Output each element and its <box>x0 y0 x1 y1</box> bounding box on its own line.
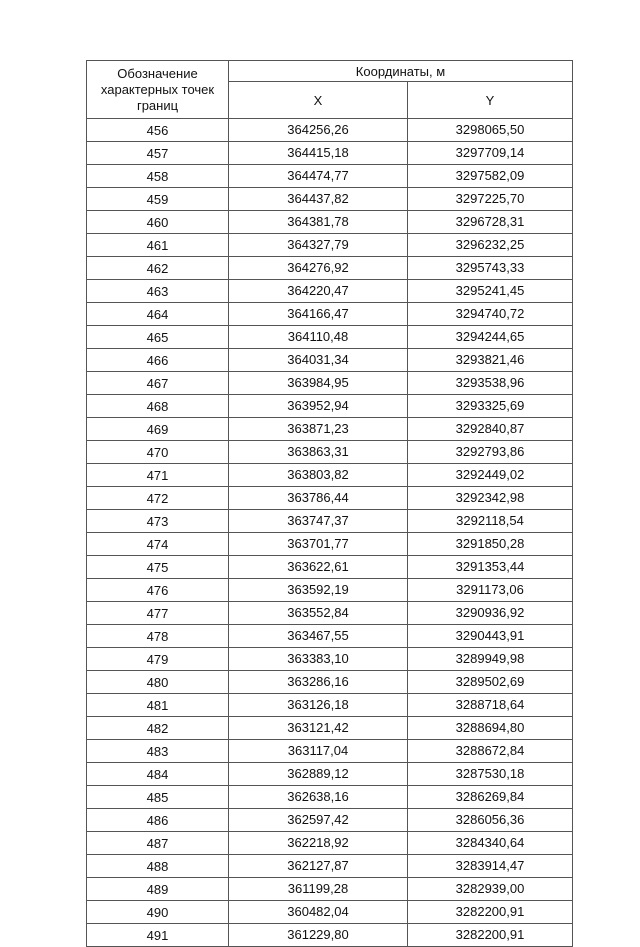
table-header <box>87 61 573 119</box>
point-designation-header: Обозначение характерных точек границ <box>87 61 229 119</box>
point-number-cell: 469 <box>87 418 229 441</box>
y-coordinate-cell: 3297709,14 <box>408 142 573 165</box>
x-coordinate-cell: 362597,42 <box>229 809 408 832</box>
y-coordinate-cell: 3292840,87 <box>408 418 573 441</box>
y-coordinate-cell: 3288672,84 <box>408 740 573 763</box>
y-coordinate-cell: 3292342,98 <box>408 487 573 510</box>
table-row <box>87 832 573 855</box>
point-number-cell: 466 <box>87 349 229 372</box>
table-row <box>87 533 573 556</box>
table-row <box>87 487 573 510</box>
point-number-cell: 457 <box>87 142 229 165</box>
table-row <box>87 809 573 832</box>
table-row <box>87 372 573 395</box>
y-coordinate-cell: 3282200,91 <box>408 924 573 947</box>
x-coordinate-cell: 363803,82 <box>229 464 408 487</box>
point-number-cell: 486 <box>87 809 229 832</box>
table-row <box>87 625 573 648</box>
y-coordinate-cell: 3286269,84 <box>408 786 573 809</box>
table-body <box>87 119 573 947</box>
y-coordinate-cell: 3292118,54 <box>408 510 573 533</box>
y-coordinate-cell: 3297582,09 <box>408 165 573 188</box>
table-row <box>87 717 573 740</box>
x-coordinate-cell: 363747,37 <box>229 510 408 533</box>
y-coordinate-cell: 3292793,86 <box>408 441 573 464</box>
y-coordinate-cell: 3288718,64 <box>408 694 573 717</box>
y-coordinate-cell: 3295743,33 <box>408 257 573 280</box>
x-coordinate-cell: 362127,87 <box>229 855 408 878</box>
table-row <box>87 441 573 464</box>
point-number-cell: 472 <box>87 487 229 510</box>
x-coordinate-cell: 363552,84 <box>229 602 408 625</box>
x-coordinate-cell: 363592,19 <box>229 579 408 602</box>
point-number-cell: 470 <box>87 441 229 464</box>
table-row <box>87 510 573 533</box>
table-row <box>87 694 573 717</box>
point-number-cell: 459 <box>87 188 229 211</box>
point-number-cell: 485 <box>87 786 229 809</box>
point-number-cell: 464 <box>87 303 229 326</box>
x-coordinate-cell: 362889,12 <box>229 763 408 786</box>
table-row <box>87 763 573 786</box>
y-coordinate-cell: 3290443,91 <box>408 625 573 648</box>
x-coordinate-cell: 364474,77 <box>229 165 408 188</box>
x-coordinate-cell: 363467,55 <box>229 625 408 648</box>
table-row <box>87 165 573 188</box>
x-coordinate-cell: 363121,42 <box>229 717 408 740</box>
x-coordinate-cell: 363984,95 <box>229 372 408 395</box>
y-coordinate-cell: 3291850,28 <box>408 533 573 556</box>
point-number-cell: 456 <box>87 119 229 142</box>
table-row <box>87 395 573 418</box>
point-number-cell: 473 <box>87 510 229 533</box>
y-coordinate-cell: 3286056,36 <box>408 809 573 832</box>
table-row <box>87 878 573 901</box>
point-number-cell: 468 <box>87 395 229 418</box>
table-row <box>87 855 573 878</box>
point-number-cell: 487 <box>87 832 229 855</box>
x-coordinate-cell: 363117,04 <box>229 740 408 763</box>
x-coordinate-cell: 363871,23 <box>229 418 408 441</box>
y-coordinate-cell: 3289502,69 <box>408 671 573 694</box>
table-row <box>87 142 573 165</box>
x-coordinate-cell: 361229,80 <box>229 924 408 947</box>
y-coordinate-cell: 3298065,50 <box>408 119 573 142</box>
table-row <box>87 671 573 694</box>
x-coordinate-cell: 362218,92 <box>229 832 408 855</box>
table-row <box>87 188 573 211</box>
table-row <box>87 579 573 602</box>
coordinates-header: Координаты, м <box>229 61 573 82</box>
y-coordinate-cell: 3283914,47 <box>408 855 573 878</box>
point-number-cell: 458 <box>87 165 229 188</box>
point-number-cell: 490 <box>87 901 229 924</box>
point-number-cell: 491 <box>87 924 229 947</box>
coordinates-table <box>86 60 573 947</box>
x-coordinate-cell: 361199,28 <box>229 878 408 901</box>
point-number-cell: 462 <box>87 257 229 280</box>
table-row <box>87 326 573 349</box>
table-row <box>87 303 573 326</box>
table-row <box>87 211 573 234</box>
x-coordinate-cell: 363952,94 <box>229 395 408 418</box>
x-coordinate-cell: 363863,31 <box>229 441 408 464</box>
y-coordinate-cell: 3284340,64 <box>408 832 573 855</box>
point-number-cell: 478 <box>87 625 229 648</box>
x-coordinate-cell: 363622,61 <box>229 556 408 579</box>
point-number-cell: 489 <box>87 878 229 901</box>
x-header: X <box>229 82 408 119</box>
point-number-cell: 461 <box>87 234 229 257</box>
y-coordinate-cell: 3289949,98 <box>408 648 573 671</box>
table-row <box>87 234 573 257</box>
x-coordinate-cell: 364437,82 <box>229 188 408 211</box>
table-row <box>87 740 573 763</box>
table-row <box>87 786 573 809</box>
x-coordinate-cell: 363383,10 <box>229 648 408 671</box>
table-row <box>87 464 573 487</box>
x-coordinate-cell: 364327,79 <box>229 234 408 257</box>
y-coordinate-cell: 3296232,25 <box>408 234 573 257</box>
table-row <box>87 901 573 924</box>
point-number-cell: 477 <box>87 602 229 625</box>
table-row <box>87 602 573 625</box>
y-header: Y <box>408 82 573 119</box>
x-coordinate-cell: 364276,92 <box>229 257 408 280</box>
y-coordinate-cell: 3293325,69 <box>408 395 573 418</box>
y-coordinate-cell: 3292449,02 <box>408 464 573 487</box>
x-coordinate-cell: 364220,47 <box>229 280 408 303</box>
x-coordinate-cell: 360482,04 <box>229 901 408 924</box>
point-number-cell: 467 <box>87 372 229 395</box>
x-coordinate-cell: 364256,26 <box>229 119 408 142</box>
x-coordinate-cell: 363286,16 <box>229 671 408 694</box>
y-coordinate-cell: 3291173,06 <box>408 579 573 602</box>
y-coordinate-cell: 3288694,80 <box>408 717 573 740</box>
point-number-cell: 476 <box>87 579 229 602</box>
y-coordinate-cell: 3295241,45 <box>408 280 573 303</box>
table-row <box>87 119 573 142</box>
table-row <box>87 924 573 947</box>
y-coordinate-cell: 3293538,96 <box>408 372 573 395</box>
table-row <box>87 280 573 303</box>
point-number-cell: 482 <box>87 717 229 740</box>
x-coordinate-cell: 362638,16 <box>229 786 408 809</box>
point-number-cell: 471 <box>87 464 229 487</box>
y-coordinate-cell: 3282200,91 <box>408 901 573 924</box>
y-coordinate-cell: 3294244,65 <box>408 326 573 349</box>
point-number-cell: 483 <box>87 740 229 763</box>
x-coordinate-cell: 364381,78 <box>229 211 408 234</box>
x-coordinate-cell: 364110,48 <box>229 326 408 349</box>
x-coordinate-cell: 363786,44 <box>229 487 408 510</box>
y-coordinate-cell: 3291353,44 <box>408 556 573 579</box>
y-coordinate-cell: 3294740,72 <box>408 303 573 326</box>
point-number-cell: 484 <box>87 763 229 786</box>
table-row <box>87 257 573 280</box>
point-number-cell: 481 <box>87 694 229 717</box>
x-coordinate-cell: 363126,18 <box>229 694 408 717</box>
table-row <box>87 418 573 441</box>
point-number-cell: 488 <box>87 855 229 878</box>
y-coordinate-cell: 3287530,18 <box>408 763 573 786</box>
y-coordinate-cell: 3282939,00 <box>408 878 573 901</box>
point-number-cell: 460 <box>87 211 229 234</box>
y-coordinate-cell: 3296728,31 <box>408 211 573 234</box>
table-row <box>87 349 573 372</box>
x-coordinate-cell: 363701,77 <box>229 533 408 556</box>
point-number-cell: 465 <box>87 326 229 349</box>
y-coordinate-cell: 3297225,70 <box>408 188 573 211</box>
x-coordinate-cell: 364415,18 <box>229 142 408 165</box>
point-number-cell: 463 <box>87 280 229 303</box>
point-number-cell: 479 <box>87 648 229 671</box>
table-row <box>87 556 573 579</box>
y-coordinate-cell: 3293821,46 <box>408 349 573 372</box>
point-number-cell: 480 <box>87 671 229 694</box>
point-number-cell: 474 <box>87 533 229 556</box>
x-coordinate-cell: 364031,34 <box>229 349 408 372</box>
x-coordinate-cell: 364166,47 <box>229 303 408 326</box>
y-coordinate-cell: 3290936,92 <box>408 602 573 625</box>
point-number-cell: 475 <box>87 556 229 579</box>
table-row <box>87 648 573 671</box>
